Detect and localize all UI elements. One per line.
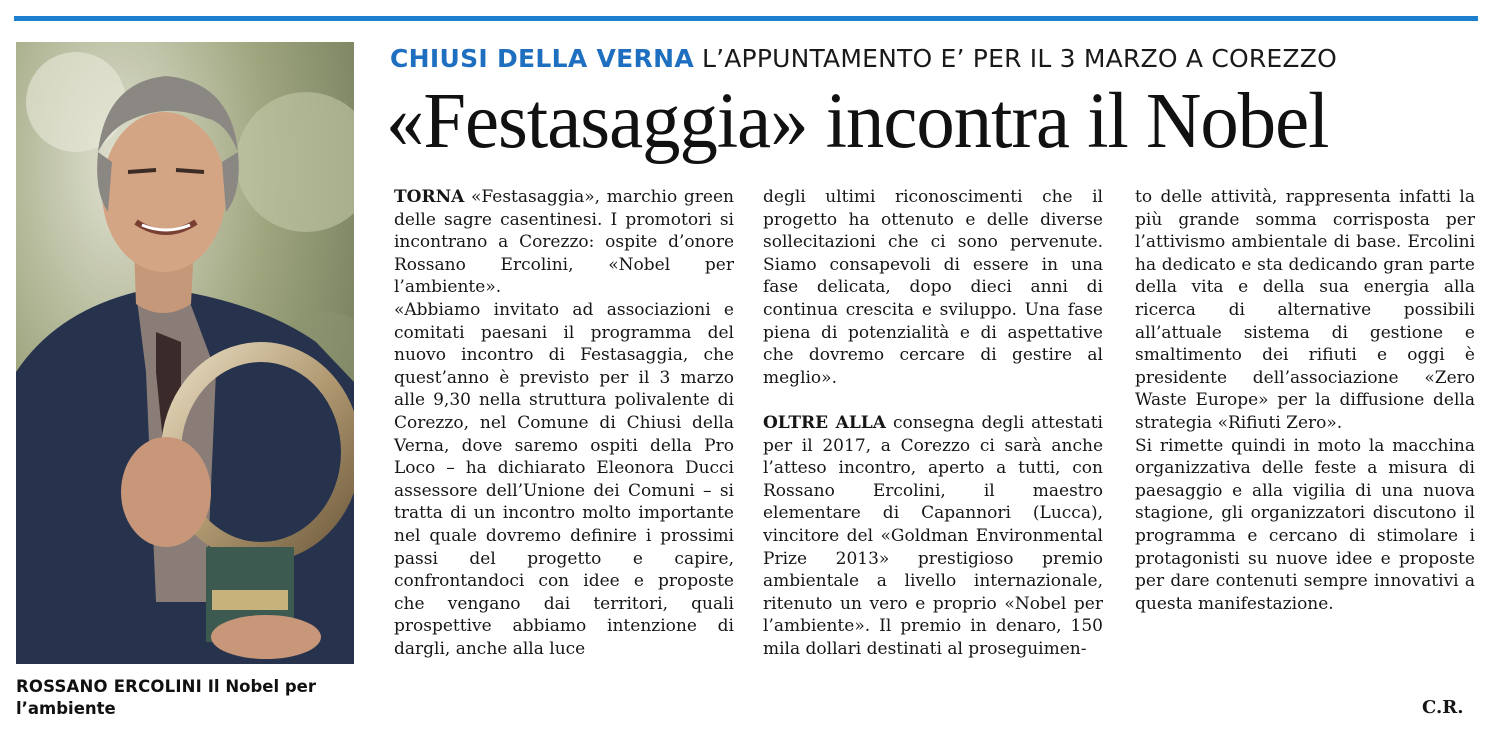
caption-text: Il Nobel per l’ambiente	[16, 677, 317, 718]
caption-name: ROSSANO ERCOLINI	[16, 677, 203, 696]
paragraph-1-lead: TORNA	[394, 187, 465, 207]
paragraph-1	[394, 186, 734, 299]
paragraph-1-text: «Festasaggia», marchio green delle sagre casentinesi. I promotori si incontrano a Corezzo: ospite d’onore Rossano Ercolini, «Nobel per l’ambiente».	[394, 187, 734, 298]
top-rule	[14, 16, 1478, 21]
paragraph-3-continued: to delle attività, rappresenta infatti la più grande somma corrisposta per l’attivismo ambientale di base. Ercolini ha dedicato e sta dedicando gran parte della vita e della sua energia alla ricerca di alternative possibili all’attuale sistema di gestione e smaltimento dei rifiuti e oggi è presidente dell’associazione «Zero Waste Europe» per la diffusione della strategia «Rifiuti Zero».	[1135, 187, 1475, 433]
author-signature: C.R.	[1422, 697, 1464, 718]
kicker-place: CHIUSI DELLA VERNA	[390, 44, 694, 73]
kicker	[390, 42, 1337, 76]
kicker-subtitle: L’APPUNTAMENTO E’ PER IL 3 MARZO A COREZZO	[701, 44, 1337, 73]
photo-caption	[16, 676, 361, 720]
paragraph-2-continued: degli ultimi riconoscimenti che il progetto ha ottenuto e delle diverse sollecitazioni che ci sono pervenute. Siamo consapevoli di essere in una fase delicata, dopo dieci anni di continua crescita e sviluppo. Una fase piena di potenzialità e di aspettative che dovremo cercare di gestire al meglio».	[763, 187, 1103, 388]
paragraph-gap	[763, 389, 1103, 412]
paragraph-3	[763, 412, 1103, 661]
paragraph-4: Si rimette quindi in moto la macchina organizzativa delle feste a misura di paesaggio e alla vigilia di una nuova stagione, gli organizzatori discutono il programma e cercano di stimolare i protagonisti su nuove idee e proposte per dare contenuti sempre innovativi a questa manifestazione.	[1135, 435, 1475, 614]
portrait-photo	[16, 42, 354, 664]
headline: «Festasaggia» incontra il Nobel	[386, 78, 1329, 165]
portrait-with-award-icon	[16, 42, 354, 664]
article-column-3	[1135, 186, 1475, 615]
paragraph-3-text: consegna degli attestati per il 2017, a Corezzo ci sarà anche l’atteso incontro, aperto a tutti, con Rossano Ercolini, il maestro elementare di Capannori (Lucca), vincitore del «Goldman Environmental Prize 2013» prestigioso premio ambientale a livello internazionale, ritenuto un vero e proprio «Nobel per l’ambiente». Il premio in denaro, 150 mila dollari destinati al proseguimen-	[763, 412, 1103, 659]
paragraph-3-lead: OLTRE ALLA	[763, 412, 886, 433]
paragraph-2: «Abbiamo invitato ad associazioni e comitati paesani il programma del nuovo incontro di Festasaggia, che quest’anno è previsto per il 3 marzo alle 9,30 nella struttura polivalente di Corezzo, nel Comune di Chiusi della Verna, dove saremo ospiti della Pro Loco – ha dichiarato Eleonora Ducci assessore dell’Unione dei Comuni – si tratta di un incontro molto importante nel quale dovremo definire i prossimi passi del progetto e capire, confrontandoci con idee e proposte che vengano dai territori, quali prospettive abbiamo intenzione di dargli, anche alla luce	[394, 299, 734, 659]
article-column-2	[763, 186, 1103, 660]
article-column-1	[394, 186, 734, 660]
